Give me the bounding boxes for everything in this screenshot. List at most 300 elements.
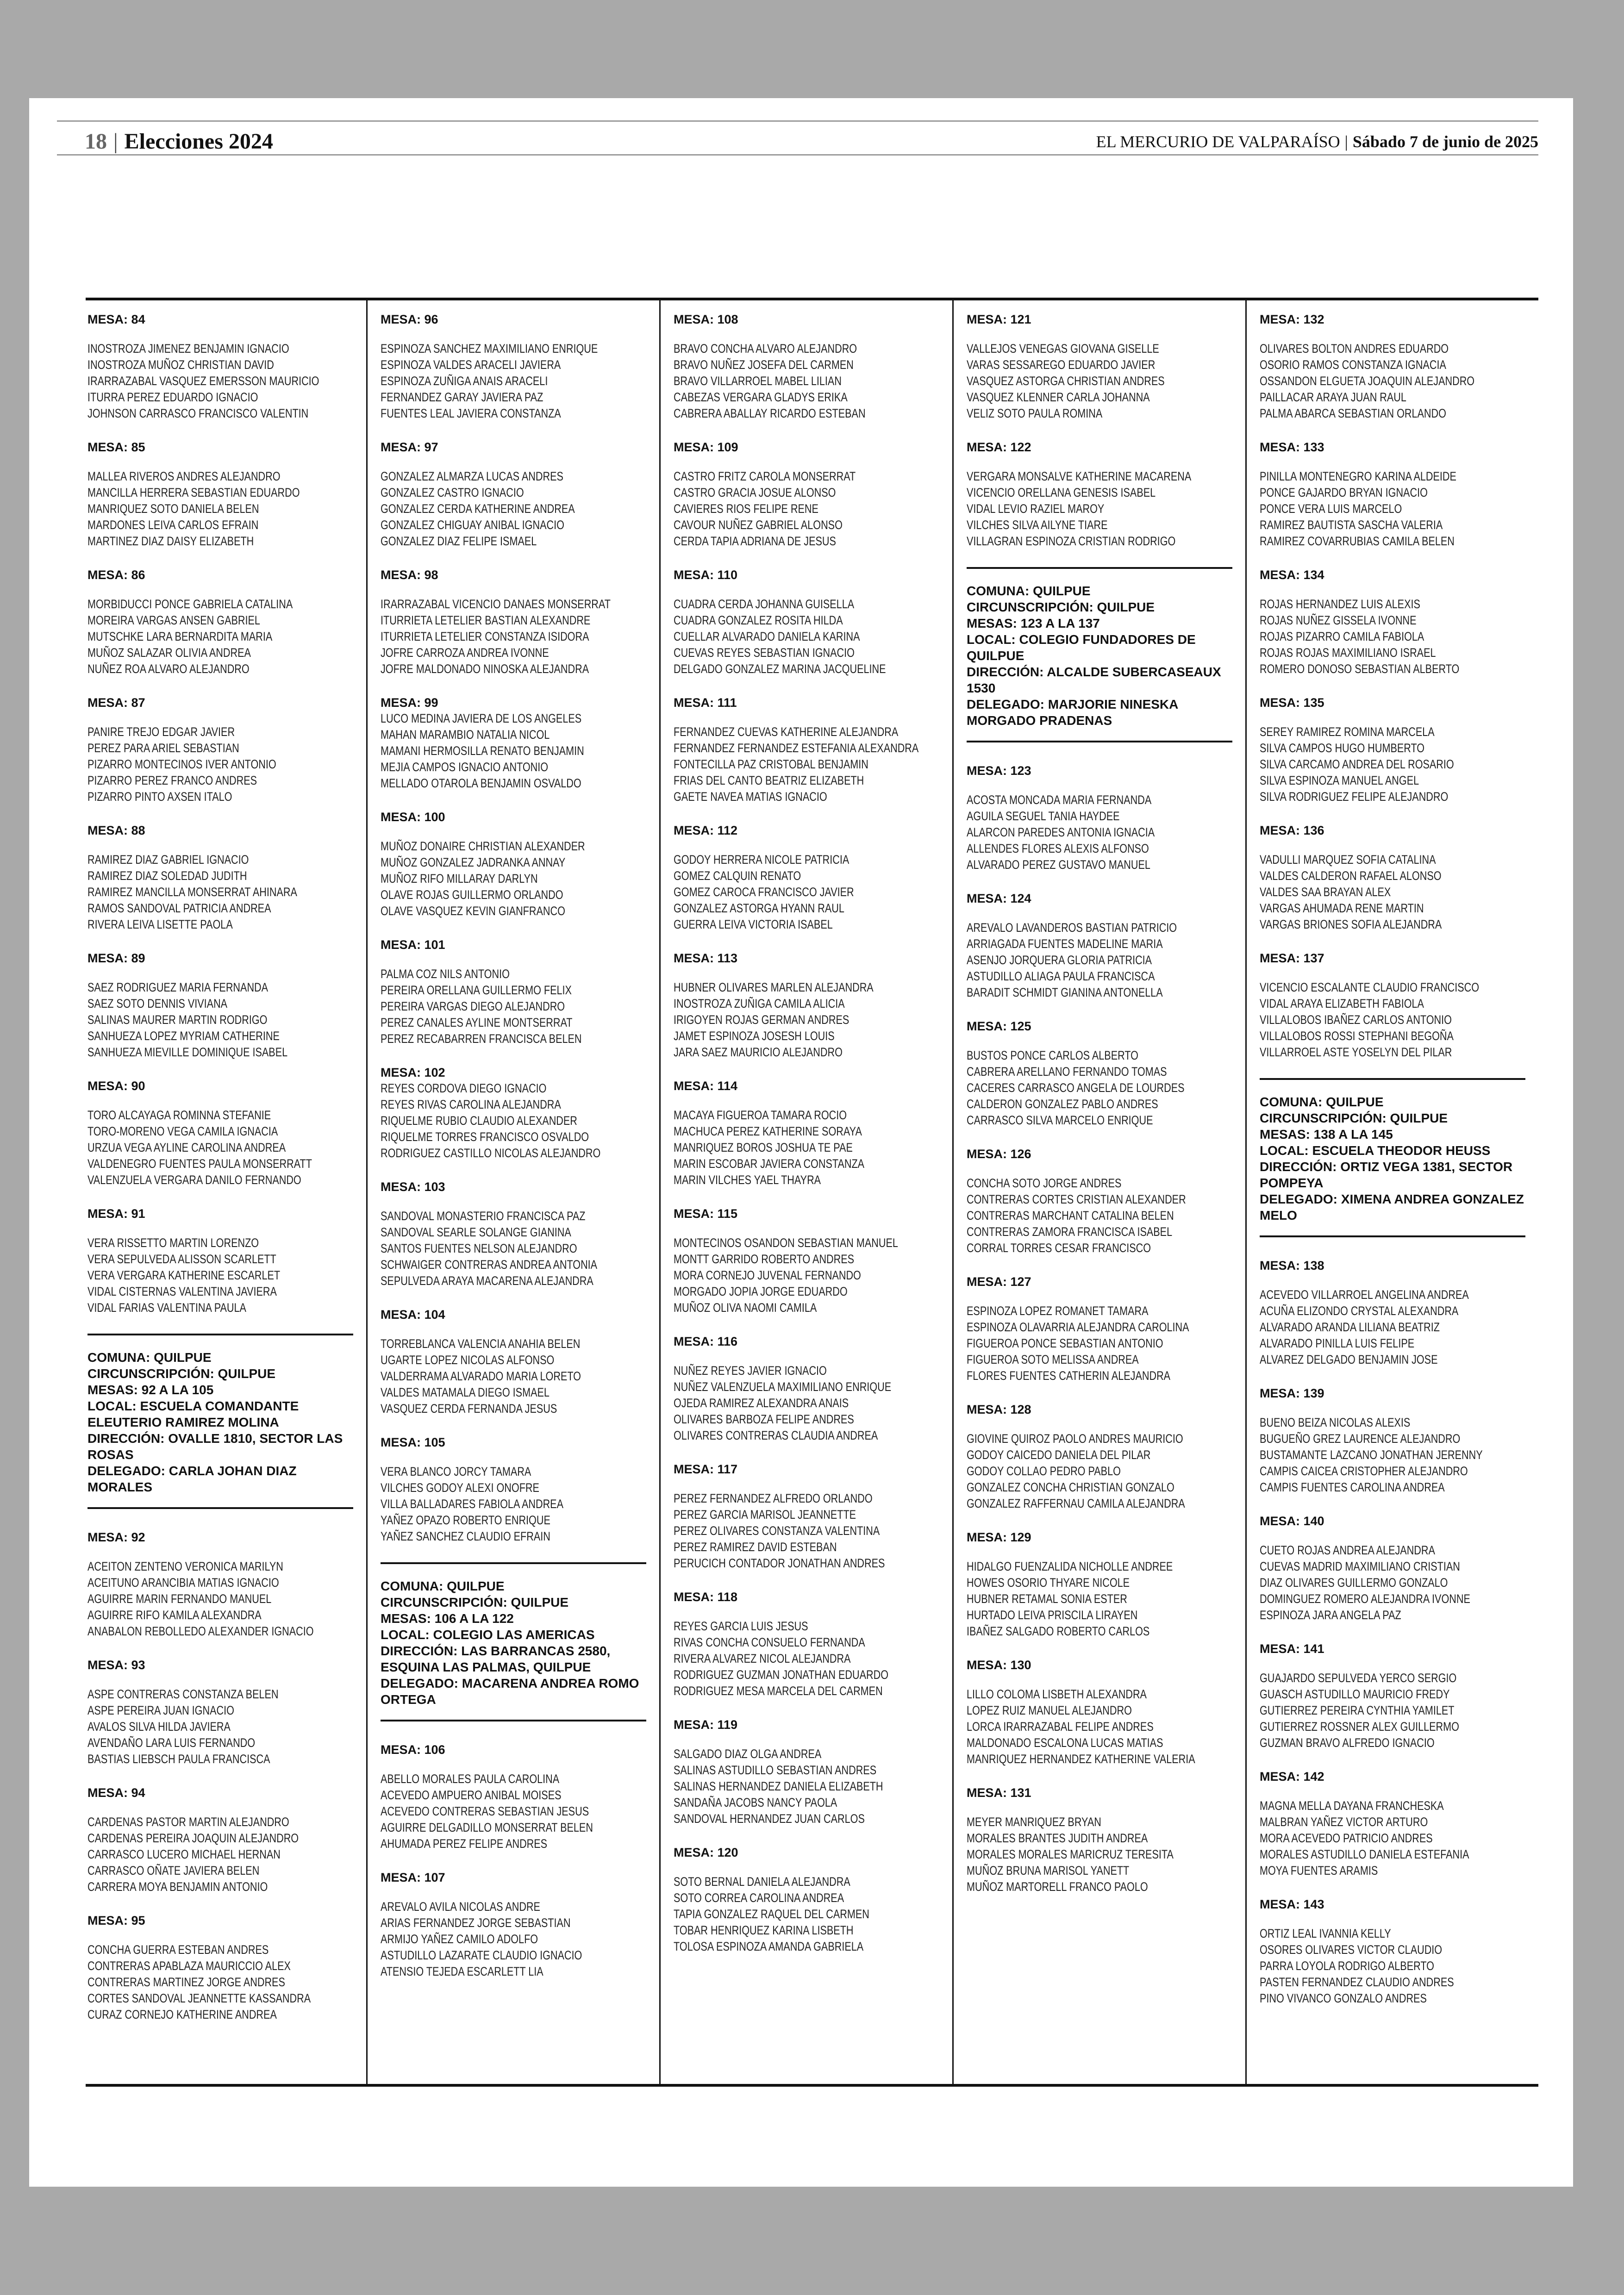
voter-name: ACEVEDO CONTRERAS SEBASTIAN JESUS	[381, 1804, 589, 1818]
voter-name: CORRAL TORRES CESAR FRANCISCO	[967, 1241, 1151, 1255]
voter-name: VERA VERGARA KATHERINE ESCARLET	[87, 1268, 281, 1282]
voter-name: MUÑOZ OLIVA NAOMI CAMILA	[674, 1301, 817, 1315]
voter-name: SALINAS ASTUDILLO SEBASTIAN ANDRES	[674, 1763, 877, 1777]
voter-name: RAMOS SANDOVAL PATRICIA ANDREA	[87, 901, 271, 915]
mesa-heading: MESA: 109	[674, 440, 738, 454]
voter-list	[967, 1814, 1245, 1895]
voter-name: SEPULVEDA ARAYA MACARENA ALEJANDRA	[381, 1274, 593, 1288]
mesa-heading: MESA: 97	[381, 440, 438, 454]
mesa-heading: MESA: 110	[674, 568, 738, 582]
voter-name: BUENO BEIZA NICOLAS ALEXIS	[1260, 1416, 1411, 1429]
voter-name: SEREY RAMIREZ ROMINA MARCELA	[1260, 725, 1435, 739]
voter-name: VALDERRAMA ALVARADO MARIA LORETO	[381, 1369, 581, 1383]
voter-name: VASQUEZ KLENNER CARLA JOHANNA	[967, 390, 1150, 404]
voter-name: MUÑOZ GONZALEZ JADRANKA ANNAY	[381, 855, 566, 869]
voter-name: MELLADO OTAROLA BENJAMIN OSVALDO	[381, 776, 581, 790]
voter-name: MONTECINOS OSANDON SEBASTIAN MANUEL	[674, 1236, 898, 1250]
mesa-heading: MESA: 93	[87, 1658, 145, 1672]
voter-name: CONTRERAS MARCHANT CATALINA BELEN	[967, 1209, 1174, 1222]
voter-name: LUCO MEDINA JAVIERA DE LOS ANGELES	[381, 711, 582, 725]
voter-name: HOWES OSORIO THYARE NICOLE	[967, 1576, 1130, 1590]
voter-name: VILLALOBOS ROSSI STEPHANI BEGOÑA	[1260, 1029, 1454, 1043]
voter-name: VERA BLANCO JORCY TAMARA	[381, 1465, 531, 1478]
mesa-heading: MESA: 133	[1260, 440, 1324, 454]
voter-name: AGUIRRE RIFO KAMILA ALEXANDRA	[87, 1608, 262, 1622]
voter-name: MORBIDUCCI PONCE GABRIELA CATALINA	[87, 597, 293, 611]
voter-name: ROJAS ROJAS MAXIMILIANO ISRAEL	[1260, 646, 1436, 660]
column-2	[366, 300, 659, 2084]
mesa-heading: MESA: 117	[674, 1462, 738, 1476]
voter-name: VASQUEZ ASTORGA CHRISTIAN ANDRES	[967, 374, 1165, 388]
voter-name: SOTO CORREA CAROLINA ANDREA	[674, 1891, 844, 1905]
mesa-heading: MESA: 131	[967, 1786, 1031, 1800]
voter-name: MORALES ASTUDILLO DANIELA ESTEFANIA	[1260, 1847, 1469, 1861]
mesa-heading: MESA: 104	[381, 1308, 445, 1322]
voter-name: RODRIGUEZ GUZMAN JONATHAN EDUARDO	[674, 1668, 889, 1682]
voter-name: MANCILLA HERRERA SEBASTIAN EDUARDO	[87, 486, 300, 499]
voter-name: ESPINOZA OLAVARRIA ALEJANDRA CAROLINA	[967, 1320, 1189, 1334]
voter-list	[1260, 1542, 1538, 1623]
voter-name: PASTEN FERNANDEZ CLAUDIO ANDRES	[1260, 1975, 1454, 1989]
voter-name: PEREIRA ORELLANA GUILLERMO FELIX	[381, 983, 572, 997]
mesa-heading: MESA: 102	[381, 1066, 445, 1079]
voter-name: SANDOVAL HERNANDEZ JUAN CARLOS	[674, 1812, 865, 1826]
voter-name: REYES RIVAS CAROLINA ALEJANDRA	[381, 1098, 561, 1111]
voter-name: ATENSIO TEJEDA ESCARLETT LIA	[381, 1964, 543, 1978]
voter-name: SCHWAIGER CONTRERAS ANDREA ANTONIA	[381, 1258, 598, 1272]
voter-name: ROMERO DONOSO SEBASTIAN ALBERTO	[1260, 662, 1460, 676]
voter-name: FUENTES LEAL JAVIERA CONSTANZA	[381, 406, 561, 420]
masthead	[1096, 132, 1538, 151]
voter-name: GONZALEZ CONCHA CHRISTIAN GONZALO	[967, 1480, 1174, 1494]
mesa-heading: MESA: 121	[967, 312, 1031, 326]
mesa-heading: MESA: 103	[381, 1180, 445, 1194]
voter-name: LOPEZ RUIZ MANUEL ALEJANDRO	[967, 1703, 1132, 1717]
voter-name: ARRIAGADA FUENTES MADELINE MARIA	[967, 937, 1163, 951]
voter-name: MORA CORNEJO JUVENAL FERNANDO	[674, 1268, 861, 1282]
mesa-heading: MESA: 87	[87, 696, 145, 710]
voter-name: MANRIQUEZ SOTO DANIELA BELEN	[87, 502, 259, 516]
voter-name: SOTO BERNAL DANIELA ALEJANDRA	[674, 1875, 850, 1889]
voter-name: NUÑEZ REYES JAVIER IGNACIO	[674, 1364, 827, 1378]
masthead-separator: |	[1344, 132, 1348, 151]
voter-list	[674, 1746, 952, 1827]
polling-place-line: DIRECCIÓN: ALCALDE SUBERCASEAUX 1530	[967, 665, 1221, 695]
publication-date: Sábado 7 de junio de 2025	[1352, 132, 1538, 151]
voter-list	[967, 1559, 1245, 1640]
voter-name: JAMET ESPINOZA JOSESH LOUIS	[674, 1029, 835, 1043]
voter-name: DOMINGUEZ ROMERO ALEJANDRA IVONNE	[1260, 1592, 1470, 1606]
voter-name: GAETE NAVEA MATIAS IGNACIO	[674, 790, 827, 804]
voter-name: CARDENAS PEREIRA JOAQUIN ALEJANDRO	[87, 1831, 299, 1845]
voter-name: VILLA BALLADARES FABIOLA ANDREA	[381, 1497, 563, 1511]
voter-name: VIDAL ARAYA ELIZABETH FABIOLA	[1260, 997, 1424, 1010]
voter-name: CUETO ROJAS ANDREA ALEJANDRA	[1260, 1543, 1435, 1557]
voter-name: CONCHA GUERRA ESTEBAN ANDRES	[87, 1943, 269, 1957]
voter-name: ASPE PEREIRA JUAN IGNACIO	[87, 1703, 234, 1717]
voter-name: GONZALEZ ASTORGA HYANN RAUL	[674, 901, 844, 915]
voter-name: ITURRIETA LETELIER CONSTANZA ISIDORA	[381, 630, 589, 643]
voter-name: MARDONES LEIVA CARLOS EFRAIN	[87, 518, 259, 532]
voter-name: SILVA CARCAMO ANDREA DEL ROSARIO	[1260, 757, 1454, 771]
voter-list	[674, 1363, 952, 1444]
voter-name: VERA SEPULVEDA ALISSON SCARLETT	[87, 1252, 276, 1266]
mesa-heading: MESA: 142	[1260, 1770, 1324, 1784]
voter-name: ACUÑA ELIZONDO CRYSTAL ALEXANDRA	[1260, 1304, 1459, 1318]
voter-list	[381, 1464, 659, 1545]
polling-place-line: COMUNA: QUILPUE	[1260, 1095, 1384, 1109]
polling-place-info	[381, 1562, 646, 1721]
voter-name: BRAVO CONCHA ALVARO ALEJANDRO	[674, 342, 857, 355]
voter-name: OSORIO RAMOS CONSTANZA IGNACIA	[1260, 358, 1446, 372]
voter-name: FONTECILLA PAZ CRISTOBAL BENJAMIN	[674, 757, 868, 771]
voter-name: VILCHES SILVA AILYNE TIARE	[967, 518, 1108, 532]
polling-place-line: LOCAL: COLEGIO FUNDADORES DE QUILPUE	[967, 632, 1196, 663]
voter-name: MUÑOZ MARTORELL FRANCO PAOLO	[967, 1880, 1148, 1894]
polling-place-line: DELEGADO: CARLA JOHAN DIAZ MORALES	[87, 1464, 297, 1494]
voter-list	[1260, 1415, 1538, 1496]
voter-list	[87, 596, 366, 677]
voter-name: GONZALEZ CHIGUAY ANIBAL IGNACIO	[381, 518, 564, 532]
voter-name: ITURRA PEREZ EDUARDO IGNACIO	[87, 390, 258, 404]
voter-name: JARA SAEZ MAURICIO ALEJANDRO	[674, 1045, 843, 1059]
voter-name: UGARTE LOPEZ NICOLAS ALFONSO	[381, 1353, 555, 1367]
voter-name: ANABALON REBOLLEDO ALEXANDER IGNACIO	[87, 1624, 314, 1638]
mesa-heading: MESA: 88	[87, 823, 145, 837]
voter-name: ESPINOZA LOPEZ ROMANET TAMARA	[967, 1304, 1149, 1318]
voter-name: ESPINOZA ZUÑIGA ANAIS ARACELI	[381, 374, 548, 388]
voter-name: MACAYA FIGUEROA TAMARA ROCIO	[674, 1108, 847, 1122]
voter-name: PIZARRO PEREZ FRANCO ANDRES	[87, 773, 257, 787]
voter-name: DIAZ OLIVARES GUILLERMO GONZALO	[1260, 1576, 1448, 1590]
voter-name: PEREZ RECABARREN FRANCISCA BELEN	[381, 1032, 582, 1046]
voter-list	[381, 711, 659, 792]
voter-name: VERA RISSETTO MARTIN LORENZO	[87, 1236, 259, 1250]
voter-name: CAVOUR NUÑEZ GABRIEL ALONSO	[674, 518, 843, 532]
voter-name: VIDAL LEVIO RAZIEL MAROY	[967, 502, 1105, 516]
voter-name: CONTRERAS ZAMORA FRANCISCA ISABEL	[967, 1225, 1173, 1239]
voter-name: CASTRO GRACIA JOSUE ALONSO	[674, 486, 836, 499]
voter-list	[87, 1942, 366, 2023]
polling-place-line: COMUNA: QUILPUE	[381, 1579, 505, 1593]
polling-place-line: DELEGADO: MACARENA ANDREA ROMO ORTEGA	[381, 1676, 639, 1707]
mesa-heading: MESA: 106	[381, 1743, 445, 1757]
polling-place-line: CIRCUNSCRIPCIÓN: QUILPUE	[967, 600, 1155, 614]
voter-name: VASQUEZ CERDA FERNANDA JESUS	[381, 1402, 557, 1416]
voter-name: MANRIQUEZ BOROS JOSHUA TE PAE	[674, 1141, 853, 1154]
voter-name: OJEDA RAMIREZ ALEXANDRA ANAIS	[674, 1396, 849, 1410]
voter-name: CUEVAS MADRID MAXIMILIANO CRISTIAN	[1260, 1559, 1460, 1573]
mesa-heading: MESA: 95	[87, 1914, 145, 1927]
voter-list	[1260, 1287, 1538, 1368]
voter-name: DELGADO GONZALEZ MARINA JACQUELINE	[674, 662, 886, 676]
voter-name: GODOY CAICEDO DANIELA DEL PILAR	[967, 1448, 1151, 1462]
voter-name: BUSTAMANTE LAZCANO JONATHAN JERENNY	[1260, 1448, 1483, 1462]
voter-name: CARRERA MOYA BENJAMIN ANTONIO	[87, 1880, 268, 1894]
voter-list	[674, 341, 952, 422]
voter-name: OLAVE VASQUEZ KEVIN GIANFRANCO	[381, 904, 565, 918]
voter-name: ROJAS NUÑEZ GISSELA IVONNE	[1260, 613, 1417, 627]
voter-name: VICENCIO ESCALANTE CLAUDIO FRANCISCO	[1260, 980, 1480, 994]
voter-name: FIGUEROA PONCE SEBASTIAN ANTONIO	[967, 1336, 1163, 1350]
voter-name: GONZALEZ CASTRO IGNACIO	[381, 486, 524, 499]
voter-name: RAMIREZ BAUTISTA SASCHA VALERIA	[1260, 518, 1443, 532]
voter-name: OLIVARES BOLTON ANDRES EDUARDO	[1260, 342, 1449, 355]
voter-list	[87, 341, 366, 422]
header-separator: |	[113, 129, 118, 154]
voter-name: GONZALEZ ALMARZA LUCAS ANDRES	[381, 469, 563, 483]
voter-name: AGUILA SEGUEL TANIA HAYDEE	[967, 809, 1120, 823]
mesa-heading: MESA: 115	[674, 1207, 738, 1221]
mesa-heading: MESA: 98	[381, 568, 438, 582]
voter-name: GONZALEZ RAFFERNAU CAMILA ALEJANDRA	[967, 1497, 1185, 1510]
voter-name: ACOSTA MONCADA MARIA FERNANDA	[967, 793, 1152, 807]
voter-name: SAEZ SOTO DENNIS VIVIANA	[87, 997, 228, 1010]
mesa-heading: MESA: 89	[87, 951, 145, 965]
voter-name: RIQUELME RUBIO CLAUDIO ALEXANDER	[381, 1114, 577, 1128]
voter-name: YAÑEZ SANCHEZ CLAUDIO EFRAIN	[381, 1529, 550, 1543]
voter-name: CALDERON GONZALEZ PABLO ANDRES	[967, 1097, 1158, 1111]
voter-name: RIVERA ALVAREZ NICOL ALEJANDRA	[674, 1652, 851, 1665]
voter-name: VARGAS BRIONES SOFIA ALEJANDRA	[1260, 917, 1442, 931]
voter-name: PEREZ PARA ARIEL SEBASTIAN	[87, 741, 239, 755]
voter-list	[87, 1814, 366, 1895]
voter-name: PANIRE TREJO EDGAR JAVIER	[87, 725, 235, 739]
voter-list	[674, 1618, 952, 1699]
voter-list	[87, 724, 366, 805]
voter-name: GODOY COLLAO PEDRO PABLO	[967, 1464, 1121, 1478]
voter-list	[87, 1559, 366, 1640]
polling-place-info	[87, 1334, 353, 1509]
voter-name: LORCA IRARRAZABAL FELIPE ANDRES	[967, 1720, 1154, 1734]
voter-name: ALARCON PAREDES ANTONIA IGNACIA	[967, 825, 1155, 839]
mesa-heading: MESA: 137	[1260, 951, 1324, 965]
mesa-heading: MESA: 138	[1260, 1259, 1324, 1272]
voter-name: ESPINOZA SANCHEZ MAXIMILIANO ENRIQUE	[381, 342, 598, 355]
voter-name: CASTRO FRITZ CAROLA MONSERRAT	[674, 469, 856, 483]
voter-name: BARADIT SCHMIDT GIANINA ANTONELLA	[967, 985, 1163, 999]
voter-name: TOBAR HENRIQUEZ KARINA LISBETH	[674, 1923, 854, 1937]
voter-name: ARMIJO YAÑEZ CAMILO ADOLFO	[381, 1932, 538, 1946]
voter-name: INOSTROZA JIMENEZ BENJAMIN IGNACIO	[87, 342, 289, 355]
mesa-heading: MESA: 94	[87, 1786, 145, 1800]
voter-name: RAMIREZ DIAZ SOLEDAD JUDITH	[87, 869, 247, 883]
voter-name: ALVARADO PEREZ GUSTAVO MANUEL	[967, 858, 1150, 872]
voter-name: HUBNER OLIVARES MARLEN ALEJANDRA	[674, 980, 874, 994]
polling-place-line: CIRCUNSCRIPCIÓN: QUILPUE	[381, 1595, 569, 1609]
voter-name: HIDALGO FUENZALIDA NICHOLLE ANDREE	[967, 1559, 1173, 1573]
voter-name: ALVARADO ARANDA LILIANA BEATRIZ	[1260, 1320, 1440, 1334]
mesa-heading: MESA: 143	[1260, 1897, 1324, 1911]
voter-name: GUTIERREZ ROSSNER ALEX GUILLERMO	[1260, 1720, 1459, 1734]
voter-name: VALDENEGRO FUENTES PAULA MONSERRATT	[87, 1157, 312, 1171]
voter-name: ESPINOZA JARA ANGELA PAZ	[1260, 1608, 1401, 1622]
voter-name: VILLALOBOS IBAÑEZ CARLOS ANTONIO	[1260, 1013, 1452, 1027]
voter-name: ACEITON ZENTENO VERONICA MARILYN	[87, 1559, 283, 1573]
voter-name: MALDONADO ESCALONA LUCAS MATIAS	[967, 1736, 1163, 1750]
voter-name: MUÑOZ RIFO MILLARAY DARLYN	[381, 872, 538, 886]
voter-list	[674, 724, 952, 805]
voter-list	[1260, 852, 1538, 933]
voter-name: BRAVO NUÑEZ JOSEFA DEL CARMEN	[674, 358, 854, 372]
voter-name: MALBRAN YAÑEZ VICTOR ARTURO	[1260, 1815, 1428, 1829]
voter-name: VICENCIO ORELLANA GENESIS ISABEL	[967, 486, 1156, 499]
voter-name: SANDOVAL MONASTERIO FRANCISCA PAZ	[381, 1209, 586, 1223]
section-title: Elecciones 2024	[124, 129, 273, 154]
polling-place-line: LOCAL: ESCUELA COMANDANTE ELEUTERIO RAMIREZ MOLINA	[87, 1399, 299, 1429]
mesa-heading: MESA: 126	[967, 1147, 1031, 1161]
voter-name: ASPE CONTRERAS CONSTANZA BELEN	[87, 1687, 279, 1701]
polling-place-line: LOCAL: ESCUELA THEODOR HEUSS	[1260, 1143, 1491, 1158]
voter-list	[674, 979, 952, 1060]
voter-name: AREVALO AVILA NICOLAS ANDRE	[381, 1900, 540, 1914]
voter-name: PEREIRA VARGAS DIEGO ALEJANDRO	[381, 999, 565, 1013]
voter-name: RODRIGUEZ MESA MARCELA DEL CARMEN	[674, 1684, 883, 1698]
voter-name: CABRERA ARELLANO FERNANDO TOMAS	[967, 1065, 1167, 1079]
voter-name: CAMPIS FUENTES CAROLINA ANDREA	[1260, 1480, 1445, 1494]
voter-name: PINO VIVANCO GONZALO ANDRES	[1260, 1991, 1427, 2005]
voter-name: RIQUELME TORRES FRANCISCO OSVALDO	[381, 1130, 589, 1144]
mesa-heading: MESA: 134	[1260, 568, 1324, 582]
mesa-heading: MESA: 107	[381, 1871, 445, 1884]
voter-name: CARRASCO LUCERO MICHAEL HERNAN	[87, 1847, 281, 1861]
voter-list	[967, 1048, 1245, 1129]
polling-place-info	[1260, 1078, 1525, 1237]
voter-name: RIVAS CONCHA CONSUELO FERNANDA	[674, 1635, 865, 1649]
voter-name: MALLEA RIVEROS ANDRES ALEJANDRO	[87, 469, 281, 483]
voter-list	[967, 1686, 1245, 1767]
voter-name: CERDA TAPIA ADRIANA DE JESUS	[674, 534, 836, 548]
mesa-heading: MESA: 123	[967, 764, 1031, 778]
voter-name: VARAS SESSAREGO EDUARDO JAVIER	[967, 358, 1156, 372]
voter-name: CONTRERAS MARTINEZ JORGE ANDRES	[87, 1975, 285, 1989]
voter-name: CUEVAS REYES SEBASTIAN IGNACIO	[674, 646, 855, 660]
voter-name: IRARRAZABAL VICENCIO DANAES MONSERRAT	[381, 597, 611, 611]
voter-name: OSORES OLIVARES VICTOR CLAUDIO	[1260, 1943, 1443, 1957]
voter-name: SALINAS HERNANDEZ DANIELA ELIZABETH	[674, 1779, 883, 1793]
polling-place-line: DELEGADO: XIMENA ANDREA GONZALEZ MELO	[1260, 1192, 1524, 1222]
voter-name: RAMIREZ MANCILLA MONSERRAT AHINARA	[87, 885, 297, 899]
polling-place-line: COMUNA: QUILPUE	[967, 584, 1091, 598]
voter-name: MUÑOZ BRUNA MARISOL YANETT	[967, 1864, 1130, 1877]
voter-name: SALINAS MAURER MARTIN RODRIGO	[87, 1013, 268, 1027]
voter-list	[674, 852, 952, 933]
voter-name: GONZALEZ DIAZ FELIPE ISMAEL	[381, 534, 537, 548]
voter-name: JOHNSON CARRASCO FRANCISCO VALENTIN	[87, 406, 309, 420]
mesa-heading: MESA: 111	[674, 696, 737, 710]
mesa-heading: MESA: 129	[967, 1530, 1031, 1544]
voter-name: MAHAN MARAMBIO NATALIA NICOL	[381, 728, 550, 742]
voter-name: ALVARADO PINILLA LUIS FELIPE	[1260, 1336, 1415, 1350]
mesa-heading: MESA: 108	[674, 312, 738, 326]
mesa-heading: MESA: 140	[1260, 1514, 1324, 1528]
mesa-heading: MESA: 116	[674, 1335, 738, 1348]
voter-name: SALGADO DIAZ OLGA ANDREA	[674, 1747, 822, 1761]
voter-name: CUADRA GONZALEZ ROSITA HILDA	[674, 613, 843, 627]
voter-list	[87, 1235, 366, 1316]
voter-list	[967, 1303, 1245, 1384]
voter-list	[87, 1686, 366, 1767]
voter-name: ABELLO MORALES PAULA CAROLINA	[381, 1772, 560, 1786]
voter-name: VILLAGRAN ESPINOZA CRISTIAN RODRIGO	[967, 534, 1176, 548]
mesa-heading: MESA: 124	[967, 892, 1031, 905]
voter-name: PALMA ABARCA SEBASTIAN ORLANDO	[1260, 406, 1446, 420]
voter-name: MOYA FUENTES ARAMIS	[1260, 1864, 1378, 1877]
mesa-heading: MESA: 120	[674, 1846, 738, 1859]
mesa-heading: MESA: 100	[381, 810, 445, 824]
voter-list	[1260, 468, 1538, 549]
voter-name: RAMIREZ COVARRUBIAS CAMILA BELEN	[1260, 534, 1455, 548]
voter-name: FRIAS DEL CANTO BEATRIZ ELIZABETH	[674, 773, 864, 787]
mesa-heading: MESA: 90	[87, 1079, 145, 1093]
voter-list	[1260, 596, 1538, 677]
polling-place-line: LOCAL: COLEGIO LAS AMERICAS	[381, 1628, 595, 1642]
polling-place-line: CIRCUNSCRIPCIÓN: QUILPUE	[1260, 1111, 1448, 1125]
voter-list	[1260, 1926, 1538, 2007]
voter-name: RIVERA LEIVA LISETTE PAOLA	[87, 917, 233, 931]
voter-list	[674, 1107, 952, 1188]
voter-list	[674, 1491, 952, 1572]
voter-list-columns	[86, 298, 1538, 2087]
voter-list	[381, 838, 659, 919]
page-header	[57, 120, 1538, 156]
polling-place-line: DELEGADO: MARJORIE NINESKA MORGADO PRADENAS	[967, 697, 1178, 728]
voter-name: INOSTROZA MUÑOZ CHRISTIAN DAVID	[87, 358, 274, 372]
voter-name: PEREZ FERNANDEZ ALFREDO ORLANDO	[674, 1491, 873, 1505]
voter-name: VELIZ SOTO PAULA ROMINA	[967, 406, 1103, 420]
voter-name: JOFRE CARROZA ANDREA IVONNE	[381, 646, 549, 660]
polling-place-line: COMUNA: QUILPUE	[87, 1350, 212, 1365]
polling-place-line: MESAS: 138 A LA 145	[1260, 1127, 1393, 1141]
voter-name: VADULLI MARQUEZ SOFIA CATALINA	[1260, 853, 1436, 867]
voter-list	[674, 1235, 952, 1316]
voter-name: AVENDAÑO LARA LUIS FERNANDO	[87, 1736, 256, 1750]
voter-list	[1260, 1798, 1538, 1879]
voter-name: CORTES SANDOVAL JEANNETTE KASSANDRA	[87, 1991, 311, 2005]
voter-name: URZUA VEGA AYLINE CAROLINA ANDREA	[87, 1141, 286, 1154]
mesa-heading: MESA: 105	[381, 1435, 445, 1449]
voter-name: VALLEJOS VENEGAS GIOVANA GISELLE	[967, 342, 1159, 355]
mesa-heading: MESA: 122	[967, 440, 1031, 454]
voter-name: TOLOSA ESPINOZA AMANDA GABRIELA	[674, 1940, 864, 1953]
voter-name: ITURRIETA LETELIER BASTIAN ALEXANDRE	[381, 613, 591, 627]
voter-list	[381, 1208, 659, 1289]
voter-name: ALLENDES FLORES ALEXIS ALFONSO	[967, 842, 1149, 855]
voter-name: CARRASCO OÑATE JAVIERA BELEN	[87, 1864, 260, 1877]
mesa-heading: MESA: 135	[1260, 696, 1324, 710]
voter-name: PIZARRO MONTECINOS IVER ANTONIO	[87, 757, 276, 771]
voter-list	[87, 852, 366, 933]
voter-name: VALENZUELA VERGARA DANILO FERNANDO	[87, 1173, 301, 1187]
voter-name: CARDENAS PASTOR MARTIN ALEJANDRO	[87, 1815, 289, 1829]
voter-name: IRARRAZABAL VASQUEZ EMERSSON MAURICIO	[87, 374, 319, 388]
voter-name: LILLO COLOMA LISBETH ALEXANDRA	[967, 1687, 1147, 1701]
voter-name: SAEZ RODRIGUEZ MARIA FERNANDA	[87, 980, 269, 994]
voter-name: PALMA COZ NILS ANTONIO	[381, 967, 510, 981]
voter-list	[381, 1771, 659, 1852]
voter-name: CONTRERAS APABLAZA MAURICCIO ALEX	[87, 1959, 291, 1973]
voter-name: JOFRE MALDONADO NINOSKA ALEJANDRA	[381, 662, 589, 676]
voter-list	[674, 1874, 952, 1955]
voter-name: CABRERA ABALLAY RICARDO ESTEBAN	[674, 406, 866, 420]
voter-name: SANDAÑA JACOBS NANCY PAOLA	[674, 1796, 837, 1809]
mesa-heading: MESA: 92	[87, 1530, 145, 1544]
voter-list	[674, 468, 952, 549]
voter-name: PEREZ CANALES AYLINE MONTSERRAT	[381, 1016, 573, 1029]
voter-name: GOMEZ CALQUIN RENATO	[674, 869, 801, 883]
mesa-heading: MESA: 99	[381, 696, 438, 710]
voter-list	[967, 1431, 1245, 1512]
